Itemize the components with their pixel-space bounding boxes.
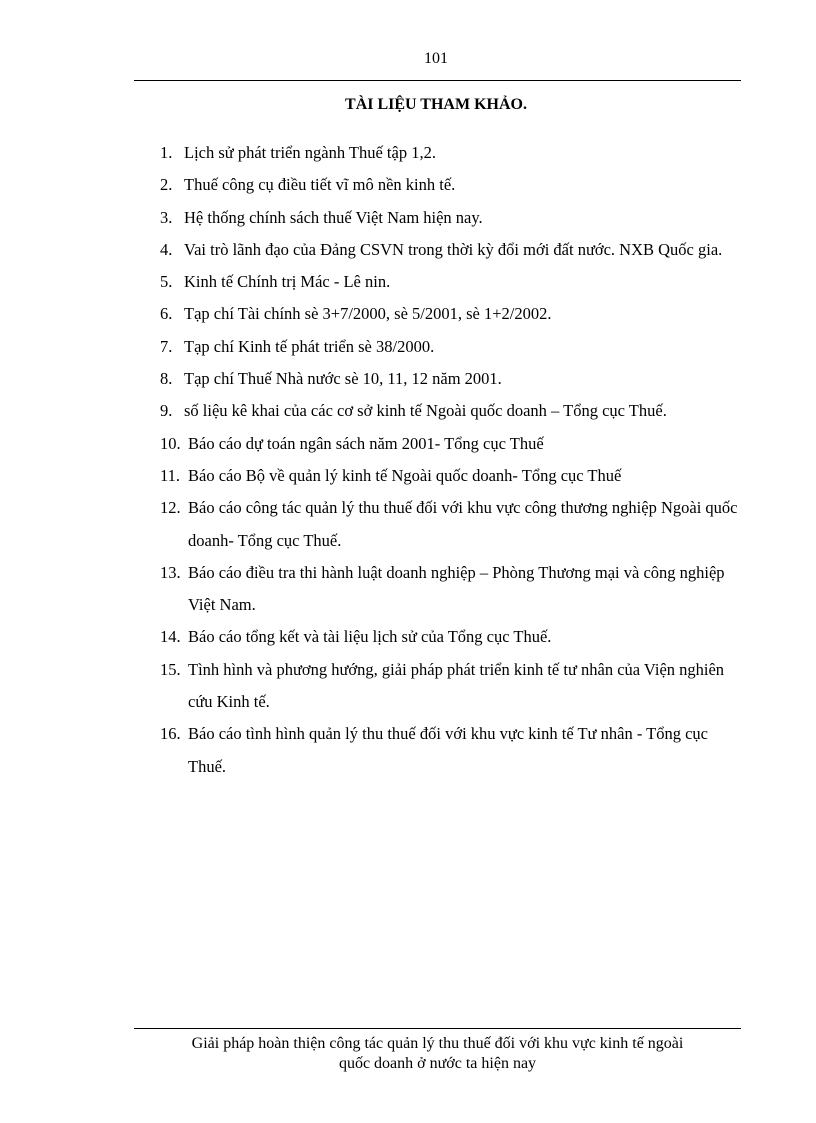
reference-number: 10.	[160, 433, 181, 453]
reference-text: số liệu kê khai của các cơ sở kinh tế Ngoài quốc doanh – Tổng cục Thuế.	[184, 401, 667, 421]
reference-item	[160, 234, 740, 266]
reference-number: 8.	[160, 369, 173, 389]
reference-text: Tạp chí Thuế Nhà nước sè 10, 11, 12 năm 2001.	[184, 369, 502, 389]
reference-item	[160, 202, 740, 234]
reference-item	[160, 654, 740, 719]
reference-number: 4.	[160, 239, 173, 259]
reference-number: 14.	[160, 627, 181, 647]
reference-text: Báo cáo điều tra thi hành luật doanh nghiệp – Phòng Thương mại và công nghiệp Việt Nam.	[188, 562, 725, 615]
reference-number: 1.	[160, 143, 173, 162]
reference-item	[160, 395, 740, 427]
reference-number: 13.	[160, 562, 181, 582]
reference-item	[160, 621, 740, 653]
reference-number: 16.	[160, 724, 181, 744]
reference-text: Báo cáo tình hình quản lý thu thuế đối với khu vực kinh tế Tư nhân - Tổng cục Thuế.	[188, 724, 708, 776]
reference-item	[160, 266, 740, 298]
reference-item	[160, 557, 740, 622]
reference-number: 11.	[160, 465, 181, 485]
footer-divider	[134, 1028, 741, 1029]
reference-item	[160, 460, 740, 492]
reference-number: 6.	[160, 304, 173, 324]
reference-list	[160, 137, 740, 783]
reference-text: Hệ thống chính sách thuế Việt Nam hiện nay.	[184, 207, 483, 227]
page-footer	[134, 1034, 741, 1074]
reference-text: Báo cáo Bộ về quản lý kinh tế Ngoài quốc doanh- Tổng cục Thuế	[188, 465, 622, 485]
reference-number: 7.	[160, 336, 173, 356]
footer-line: Giải pháp hoàn thiện công tác quản lý thu thuế đối với khu vực kinh tế ngoài	[191, 1035, 684, 1052]
page-number: 101	[424, 50, 448, 67]
reference-item	[160, 363, 740, 395]
reference-text: Lịch sử phát triển ngành Thuế tập 1,2.	[184, 143, 436, 162]
reference-number: 12.	[160, 498, 181, 518]
reference-text: Kinh tế Chính trị Mác - Lê nin.	[184, 272, 391, 292]
reference-item	[160, 331, 740, 363]
reference-item	[160, 492, 740, 557]
reference-item	[160, 137, 740, 169]
reference-number: 5.	[160, 272, 173, 292]
reference-item	[160, 169, 740, 201]
reference-item	[160, 298, 740, 330]
reference-item	[160, 428, 740, 460]
reference-item	[160, 718, 740, 783]
reference-text: Báo cáo công tác quản lý thu thuế đối với khu vực công thương nghiệp Ngoài quốc doanh- Tổng cục Thuế.	[188, 498, 738, 550]
reference-text: Thuế công cụ điều tiết vĩ mô nền kinh tế.	[184, 175, 456, 195]
reference-number: 3.	[160, 207, 173, 227]
reference-text: Vai trò lãnh đạo của Đảng CSVN trong thời kỳ đổi mới đất nước. NXB Quốc gia.	[184, 239, 723, 259]
reference-number: 15.	[160, 659, 181, 679]
reference-number: 9.	[160, 401, 173, 421]
header-divider	[134, 80, 741, 81]
reference-text: Tình hình và phương hướng, giải pháp phát triển kinh tế tư nhân của Viện nghiên cứu Kinh tế.	[188, 659, 725, 712]
page-title: TÀI LIỆU THAM KHẢO.	[345, 96, 527, 113]
footer-line: quốc doanh ở nước ta hiện nay	[338, 1055, 537, 1072]
reference-number: 2.	[160, 175, 173, 195]
reference-text: Tạp chí Kinh tế phát triển sè 38/2000.	[184, 336, 435, 356]
reference-text: Báo cáo dự toán ngân sách năm 2001- Tổng cục Thuế	[188, 433, 544, 453]
reference-text: Tạp chí Tài chính sè 3+7/2000, sè 5/2001, sè 1+2/2002.	[184, 304, 552, 324]
reference-text: Báo cáo tổng kết và tài liệu lịch sử của Tổng cục Thuế.	[188, 627, 552, 647]
